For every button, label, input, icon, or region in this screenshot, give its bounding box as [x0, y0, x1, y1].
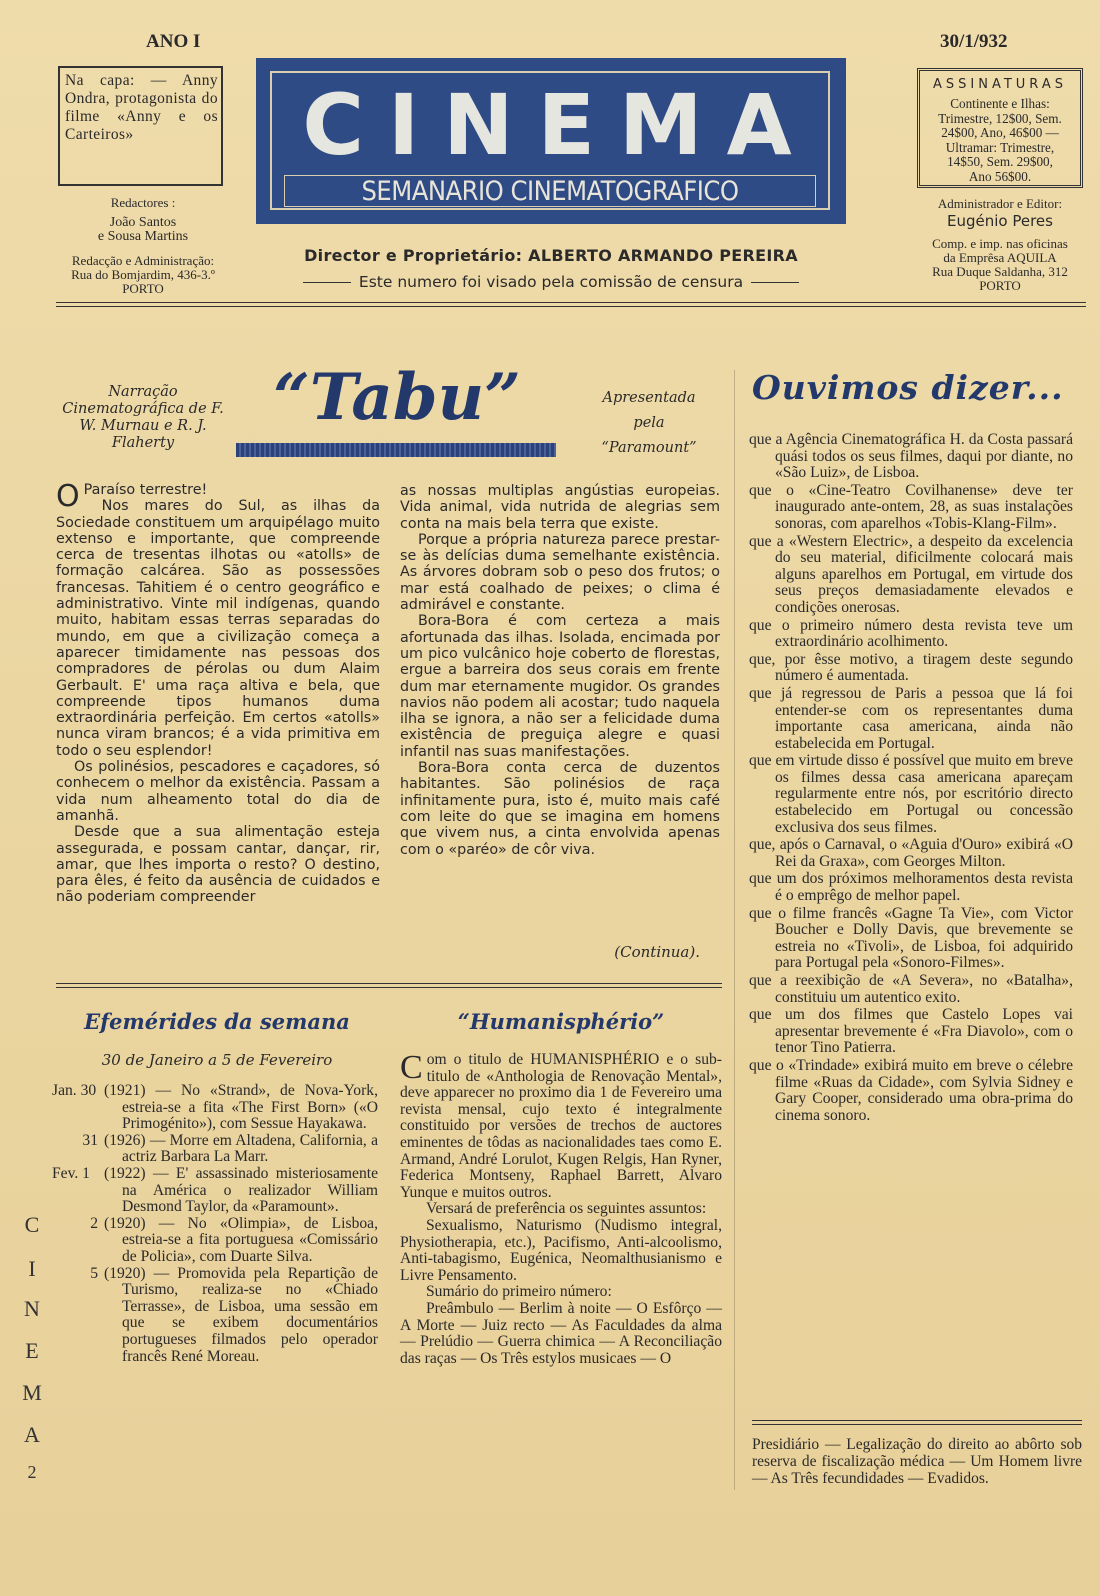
efemerides-subtitle: 30 de Janeiro a 5 de Fevereiro: [101, 1051, 333, 1069]
printer-line: da Emprêsa AQUILA: [943, 250, 1057, 265]
subscription-line: Ano 56$00.: [968, 168, 1032, 184]
margin-letter: C: [24, 1212, 40, 1237]
tabu-paragraph: Desde que a sua alimentação esteja assegurada, e possam cantar, dançar, rir, amar, que lhes importa o resto? O destino, para êles, é feito da ausência de cuidados e não poderiam compreender: [56, 824, 380, 906]
ouvimos-title: Ouvimos dizer...: [752, 368, 1064, 407]
cover-note: Na capa: — Anny Ondra, protagonista do filme «Anny e os Carteiros»: [65, 72, 218, 143]
efemerides-title: Efemérides da semana: [84, 1009, 350, 1034]
ouvimos-item: que um dos próximos melhoramentos desta revista é o emprêgo de melhor papel.: [749, 870, 1073, 905]
editorial-staff: [52, 196, 234, 296]
subscription-line: Trimestre, 12$00, Sem.: [938, 110, 1062, 126]
tabu-paragraph: Nos mares do Sul, as ilhas da Sociedade constituem um arquipélago muito extenso e importante, que compreende cerca de tresentas ilhotas ou «atolls» de formação calcárea. São as possessões francesas. Tahitiem é o centro geográfico e administrativo. Vinte mil indígenas, quando muito, habitam essas terras separadas do mundo, em que a civilização começa a aparecer timidamente nas pessoas dos compradores de pérolas ou dum Alaim Gerbault. E' uma raça altiva e bela, que compreende tipos humanos duma extraordinária perfeição. Em certos «atolls» nunca viram brancos; é a vida primitiva em todo o seu esplendor!: [56, 498, 380, 759]
humanispherio-paragraph: Sumário do primeiro número:: [426, 1283, 612, 1301]
tabu-title-underline: [236, 443, 556, 457]
tabu-paragraph: Bora-Bora conta cerca de duzentos habitantes. São polinésios de raça infinitamente pura, isto é, muito mais café com leite do que se imagina em homens que vivem nus, a cinta envolvida apenas com o «paréo» de côr viva.: [400, 760, 720, 858]
margin-letter: E: [25, 1338, 39, 1363]
efemeride-item: [52, 1166, 378, 1216]
ouvimos-item: que o primeiro número desta revista teve um extraordinário acolhimento.: [749, 616, 1073, 651]
efemeride-date: 2: [90, 1214, 98, 1232]
redaccao-label: Redacção e Administração:: [71, 253, 215, 268]
margin-letter: M: [22, 1380, 42, 1405]
margin-letter: A: [24, 1422, 40, 1447]
issue-date: 30/1/932: [940, 31, 1008, 52]
ouvimos-item: que a «Western Electric», a despeito da excelencia do seu material, dificilmente colocará mais alguns aparelhos em Portugal, em virtude dos seus preços demasiadamente elevados e condições onerosas.: [749, 532, 1073, 616]
tabu-presented-by: Apresentada pela “Paramount”: [601, 390, 697, 456]
ouvimos-item: que, por êsse motivo, a tiragem deste segundo número é aumentada.: [749, 650, 1073, 685]
ouvimos-item: que um dos filmes que Castelo Lopes vai apresentar brevemente é «Fra Diavolo», com o tenor Tino Patierra.: [749, 1006, 1073, 1057]
ouvimos-item: que a reexibição de «A Severa», no «Batalha», constituiu um autentico exito.: [749, 972, 1073, 1006]
ouvimos-item: que a Agência Cinematográfica H. da Costa passará quási todos os seus filmes, daqui por diante, no «São Luiz», de Lisboa.: [749, 431, 1073, 482]
ouvimos-item: que, após o Carnaval, o «Aguia d'Ouro» exibirá «O Rei da Graxa», com Georges Milton.: [749, 836, 1073, 870]
efemeride-date: 5: [90, 1264, 98, 1282]
efemeride-text: (1922) — E' assassinado misteriosamente na América o realizador William Desmond Taylor, da «Paramount».: [104, 1164, 378, 1216]
efemeride-text: (1920) — No «Olimpia», de Lisboa, estreia-se a fita portuguesa «Comissário de Policia», com Duarte Silva.: [104, 1214, 378, 1265]
tabu-column-1: [56, 479, 380, 906]
humanispherio-paragraph: Preâmbulo — Berlim à noite — O Esfôrço — A Morte — Juiz recto — As Faculdades da alma — Prelúdio — Guerra chimica — A Reconciliação das raças — Os Três estylos musicaes — O: [400, 1299, 722, 1367]
tabu-paragraph: Porque a própria natureza parece prestar-se às delícias duma semelhante existência. As árvores dobram sob o peso dos frutos; o mar está coalhado de peixes; o clima é admirável e constante.: [400, 531, 720, 614]
page-number: 2: [27, 1462, 37, 1482]
efemeride-text: (1926) — Morre em Altadena, California, a actriz Barbara La Marr.: [104, 1131, 378, 1166]
efemeride-item: [52, 1083, 378, 1133]
ouvimos-item: que o filme francês «Gagne Ta Vie», com Victor Boucher e Dolly Davis, que brevemente se estreia no «Tivoli», de Lisboa, foi adquirido para Portugal pela «Sonoro-Filmes».: [749, 904, 1073, 972]
tabu-paragraph: Bora-Bora é com certeza a mais afortunada das ilhas. Isolada, encimada por um pico vulcânico hoje coberto de florestas, ergue a barreira dos seus corais em frente dum mar eternamente mugidor. Os grandes navios não podem ali acostar; tudo naquela ilha se ignora, a não ser a felicidade duma existência de preguiça alegre e quasi infantil nas suas manifestações.: [400, 613, 720, 760]
efemeride-item: [52, 1133, 378, 1166]
efemeride-text: (1920) — Promovida pela Repartição de Turismo, realiza-se no «Chiado Terrasse», de Lisboa, uma sessão em que se exibem documentários portugueses filmados pelo operador francês René Moreau.: [104, 1264, 378, 1365]
redactor-2: e Sousa Martins: [97, 229, 189, 244]
presidiario-text: Presidiário — Legalização do direito ao abôrto sob reserva de fiscalização médica — Um Homem livre — As Três fecundidades — Evadidos.: [752, 1436, 1082, 1487]
subscription-line: 24$00, Ano, 46$00 —: [941, 125, 1059, 140]
editor-label: Administrador e Editor:: [937, 196, 1063, 211]
cover-note-box: [58, 66, 223, 186]
ouvimos-divider: [752, 1420, 1082, 1425]
subscriptions-box: [917, 68, 1083, 188]
margin-letter: N: [24, 1296, 40, 1321]
editor-name: Eugénio Peres: [947, 212, 1053, 230]
efemeride-date: 31: [82, 1131, 98, 1149]
subscription-line: Continente e Ilhas:: [950, 96, 1050, 111]
redactor-1: João Santos: [109, 215, 177, 230]
ouvimos-item: que o «Trindade» exibirá muito em breve o célebre filme «Ruas da Cidade», com Sylvia Sidney e Gary Cooper, considerado uma obra-prima do cinema sonoro.: [749, 1056, 1073, 1124]
redactores-label: Redactores :: [110, 195, 176, 210]
ouvimos-item: que o «Cine-Teatro Covilhanense» deve ter inaugurado ante-ontem, 28, as suas instalações sonoras, com aparelhos «Tobis-Klang-Film».: [749, 481, 1073, 532]
tabu-column-2: [400, 483, 720, 858]
subscription-line: 14$50, Sem. 29$00,: [947, 154, 1053, 169]
censorship-line: [256, 273, 846, 291]
printer-line: Rua Duque Saldanha, 312: [932, 264, 1068, 279]
subscription-line: Ultramar: Trimestre,: [945, 139, 1055, 155]
humanispherio-dropcap: C: [400, 1049, 423, 1086]
printer-line: Comp. e imp. nas oficinas: [932, 236, 1068, 251]
tabu-paragraph: Paraíso terrestre!: [83, 482, 208, 498]
efemeride-item: [52, 1266, 378, 1366]
ouvimos-item: que em virtude disso é possível que muito em breve os filmes dessa casa americana apareçam regularmente entre nós, por escritório directo estabelecido em Portugal ou concessão exclusiva dos seus filmes.: [749, 752, 1073, 836]
masthead-logo: [256, 58, 846, 224]
tabu-paragraph: as nossas multiplas angústias europeias. Vida animal, vida nutrida de alegrias sem conta na mais bela terra que existe.: [400, 483, 720, 532]
logo-title: CINEMA: [302, 76, 816, 174]
ouvimos-list: [749, 432, 1073, 1125]
humanispherio-paragraph: Versará de preferência os seguintes assuntos:: [426, 1200, 707, 1218]
ouvimos-item: que já regressou de Paris a pessoa que lá foi entender-se com os representantes duma importante casa americana, ainda não estabelecida em Portugal.: [749, 684, 1073, 752]
logo-frame: [270, 71, 830, 210]
printer-line: PORTO: [979, 278, 1021, 293]
column-divider: [734, 370, 735, 1490]
logo-subtitle: SEMANARIO CINEMATOGRAFICO: [284, 175, 816, 207]
publisher-info: [905, 197, 1095, 293]
subscriptions-title: ASSINATURAS: [933, 77, 1067, 92]
efemeride-date: Jan. 30: [52, 1082, 97, 1099]
header-divider: [56, 302, 1086, 307]
tabu-continua: (Continua).: [614, 943, 700, 961]
redaccao-city: PORTO: [122, 281, 164, 296]
issue-year: ANO I: [146, 31, 201, 52]
humanispherio-title: “Humanisphério”: [457, 1009, 665, 1034]
efemeride-item: [52, 1216, 378, 1266]
tabu-dropcap: O: [56, 479, 80, 514]
director-line: Director e Proprietário: ALBERTO ARMANDO PEREIRA: [304, 246, 798, 265]
tabu-paragraph: Os polinésios, pescadores e caçadores, só conhecem o melhor da existência. Passam a vida num alheamento total do dia de amanhã.: [56, 759, 380, 824]
tabu-title: “Tabu”: [273, 360, 521, 435]
humanispherio-paragraph: Sexualismo, Naturismo (Nudismo integral, Physiotherapia, etc.), Pacifismo, Anti-alcoolismo, Anti-tabagismo, Eugénica, Neomalthusianismo e Livre Pensamento.: [400, 1216, 722, 1284]
section-divider: [56, 983, 722, 988]
tabu-narration: Narração Cinematográfica de F. W. Murnau e R. J. Flaherty: [62, 384, 224, 451]
censorship-text: Este numero foi visado pela comissão de censura: [358, 273, 744, 291]
efemeride-text: (1921) — No «Strand», de Nova-York, estreia-se a fita «The First Born» («O Primogénito»), com Sessue Hayakawa.: [104, 1082, 378, 1133]
efemeride-date: Fev. 1: [52, 1164, 90, 1182]
redaccao-address: Rua do Bomjardim, 436-3.º: [71, 267, 215, 282]
humanispherio-column: [400, 1049, 722, 1367]
margin-letter: I: [28, 1256, 36, 1281]
subscriptions-prices: [926, 97, 1074, 184]
humanispherio-paragraph: om o titulo de HUMANISPHÉRIO e o sub-titulo de «Anthologia de Renovação Mental», deve apparecer no proximo dia 1 de Fevereiro uma revista mensal, cujo texto é integralmente constituido por versões de trechos de auctores eminentes de tôdas as nacionalidades taes como E. Armand, André Lorulot, Kugen Relgis, Han Ryner, Federica Montseny, Raphael Barrett, Alvaro Yunque e muitos outros.: [400, 1051, 722, 1201]
efemerides-list: [52, 1083, 378, 1365]
